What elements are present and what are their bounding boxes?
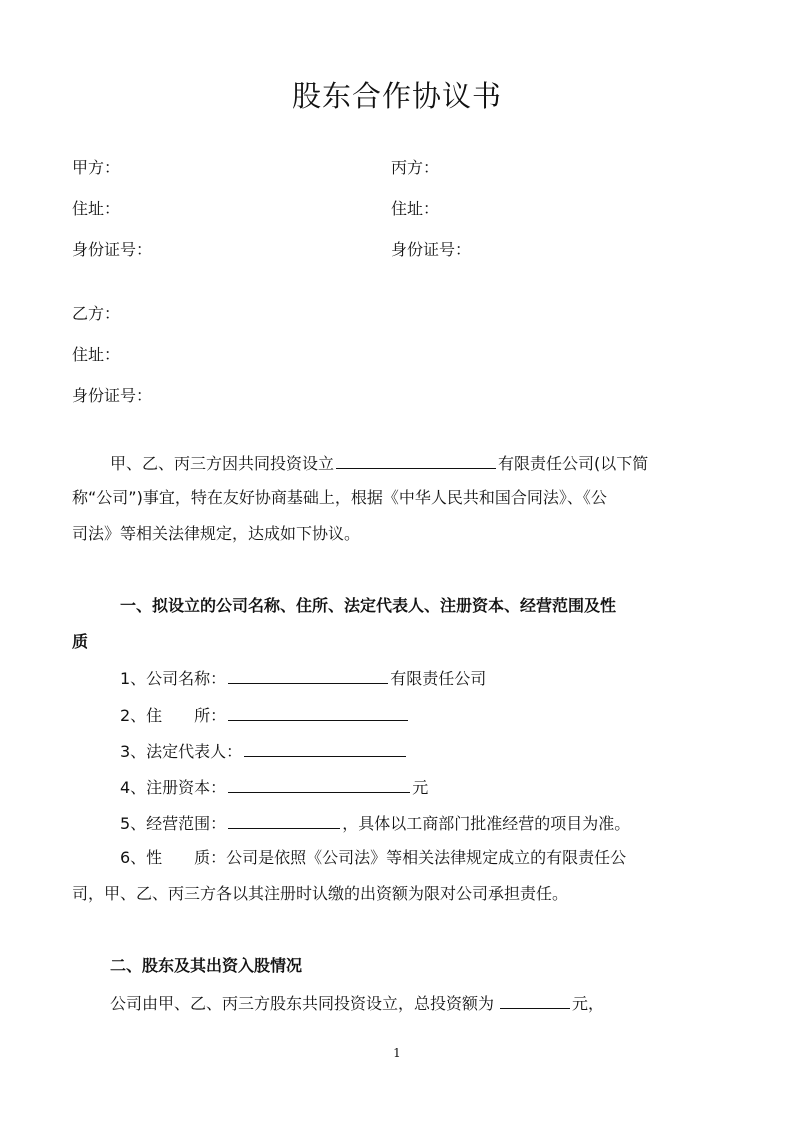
item-business-scope-suffix: ，具体以工商部门批准经营的项目为准。 (342, 814, 631, 833)
item-legal-rep-blank (244, 740, 406, 757)
item-address-label: 2、住 所： (120, 706, 227, 725)
item-address-blank (228, 704, 408, 721)
item-business-scope-blank (228, 812, 340, 829)
party-c-id: 身份证号： (391, 240, 472, 259)
item-registered-capital-blank (228, 776, 410, 793)
item-company-name-suffix: 有限责任公司 (390, 669, 487, 688)
party-a-label: 甲方： (72, 158, 121, 177)
item-company-name-label: 1、公司名称： (120, 669, 227, 688)
item-nature: 6、性 质：公司是依照《公司法》等相关法律规定成立的有限责任公 (120, 848, 627, 867)
item-address (120, 704, 410, 726)
document-title: 股东合作协议书 (291, 79, 502, 113)
party-b-label: 乙方： (72, 304, 121, 323)
item-company-name (120, 667, 486, 689)
item-legal-rep (120, 740, 408, 762)
intro-line-1 (110, 452, 648, 474)
party-c-address: 住址： (391, 199, 440, 218)
item-company-name-blank (228, 667, 388, 684)
item-legal-rep-label: 3、法定代表人： (120, 742, 243, 761)
party-b-id: 身份证号： (72, 386, 153, 405)
item-business-scope (120, 812, 630, 834)
company-name-blank (336, 452, 496, 469)
party-c-label: 丙方： (391, 158, 440, 177)
item-registered-capital-suffix: 元 (412, 778, 429, 797)
party-a-id: 身份证号： (72, 240, 153, 259)
item-registered-capital (120, 776, 428, 798)
party-b-address: 住址： (72, 345, 121, 364)
item-business-scope-label: 5、经营范围： (120, 814, 227, 833)
section-1-heading-cont: 质 (72, 632, 89, 651)
intro-line-1-after: 有限责任公司(以下简 (498, 454, 649, 473)
page-number: 1 (393, 1046, 401, 1060)
item-registered-capital-label: 4、注册资本： (120, 778, 227, 797)
section-2-line-1 (110, 992, 604, 1014)
section-1-heading: 一、拟设立的公司名称、住所、法定代表人、注册资本、经营范围及性 (120, 596, 617, 615)
total-investment-blank (500, 992, 570, 1009)
section-2-line-1-after: 元， (572, 994, 605, 1013)
intro-line-3: 司法》等相关法律规定，达成如下协议。 (72, 524, 361, 543)
section-2-heading: 二、股东及其出资入股情况 (110, 956, 303, 975)
party-a-address: 住址： (72, 199, 121, 218)
item-nature-cont: 司，甲、乙、丙三方各以其注册时认缴的出资额为限对公司承担责任。 (72, 884, 569, 903)
section-2-line-1-before: 公司由甲、乙、丙三方股东共同投资设立，总投资额为 (110, 994, 495, 1013)
intro-line-2: 称“公司”)事宜，特在友好协商基础上，根据《中华人民共和国合同法》、《公 (72, 488, 607, 507)
intro-line-1-before: 甲、乙、丙三方因共同投资设立 (110, 454, 335, 473)
